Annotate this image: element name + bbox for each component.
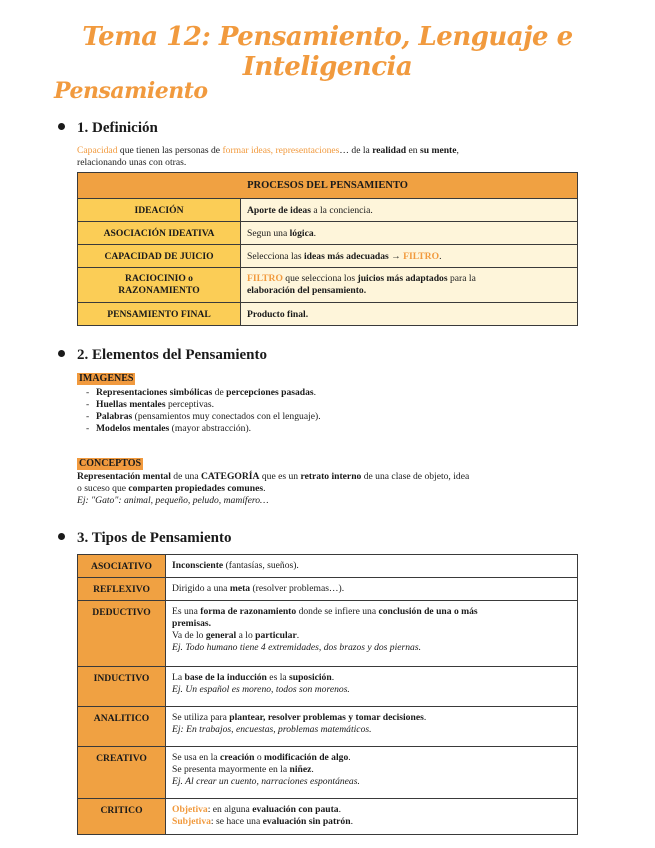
tipo-name: ASOCIATIVO: [78, 555, 166, 578]
table-row-key: CAPACIDAD DE JUICIO: [78, 245, 241, 268]
list-item: - Representaciones simbólicas de percepciones pasadas.: [86, 387, 317, 398]
page-title: Tema 12: Pensamiento, Lenguaje e Inteligencia: [82, 22, 573, 82]
tipo-name: INDUCTIVO: [78, 667, 166, 707]
imagenes-list: [86, 387, 321, 435]
bullet-icon: [58, 123, 65, 130]
table-row-value: Selecciona las ideas más adecuadas → FILTRO.: [241, 245, 578, 268]
bullet-icon: [58, 533, 65, 540]
tipo-description: Se usa en la creación o modificación de algo. Se presenta mayormente en la niñez. Ej. Al crear un cuento, narraciones espontáneas.: [166, 747, 578, 799]
tipos-table: [77, 554, 578, 835]
tipo-name: CREATIVO: [78, 747, 166, 799]
tipo-name: DEDUCTIVO: [78, 601, 166, 667]
section-title-pensamiento: Pensamiento: [54, 78, 208, 104]
conceptos-text: Representación mental de una CATEGORÍA que es un retrato interno de una clase de objeto, idea o suceso que comparten propiedades comunes. Ej: "Gato": animal, pequeño, peludo, mamífero…: [77, 471, 470, 506]
heading-tipos: 3. Tipos de Pensamiento: [58, 530, 231, 547]
table-row: [78, 555, 578, 578]
table-row-key: ASOCIACIÓN IDEATIVA: [78, 222, 241, 245]
table-row-key: PENSAMIENTO FINAL: [78, 303, 241, 326]
table-row-value: Segun una lógica.: [241, 222, 578, 245]
imagenes-label: IMAGENES: [79, 373, 134, 384]
table-row-key: RACIOCINIO o RAZONAMIENTO: [78, 268, 241, 303]
table-row: [78, 799, 578, 835]
heading-elementos: 2. Elementos del Pensamiento: [58, 347, 267, 364]
table-row: [78, 601, 578, 667]
list-item: - Palabras (pensamientos muy conectados con el lenguaje).: [86, 411, 321, 422]
tipo-name: CRITICO: [78, 799, 166, 835]
tipo-description: Se utiliza para plantear, resolver problemas y tomar decisiones. Ej: En trabajos, encuestas, problemas matemáticos.: [166, 707, 578, 747]
table-row-value: FILTRO que selecciona los juicios más adaptados para la elaboración del pensamiento.: [241, 268, 578, 303]
definicion-text: Capacidad que tienen las personas de formar ideas, representaciones… de la realidad en su mente, relacionando unas con otras.: [77, 145, 459, 168]
table-row-value: Aporte de ideas a la conciencia.: [241, 199, 578, 222]
procesos-header: PROCESOS DEL PENSAMIENTO: [78, 173, 578, 199]
tipo-description: La base de la inducción es la suposición. Ej. Un español es moreno, todos son morenos.: [166, 667, 578, 707]
table-row: [78, 578, 578, 601]
table-row: [78, 707, 578, 747]
conceptos-label: CONCEPTOS: [79, 458, 142, 469]
bullet-icon: [58, 350, 65, 357]
table-row-value: Producto final.: [241, 303, 578, 326]
tipo-description: Es una forma de razonamiento donde se infiere una conclusión de una o más premisas. Va de lo general a lo particular. Ej. Todo humano tiene 4 extremidades, dos brazos y dos piernas.: [166, 601, 578, 667]
tipo-description: Inconsciente (fantasías, sueños).: [166, 555, 578, 578]
list-item: - Huellas mentales perceptivas.: [86, 399, 215, 410]
tipo-name: REFLEXIVO: [78, 578, 166, 601]
procesos-table: [77, 172, 578, 326]
table-row: [78, 667, 578, 707]
heading-definicion: 1. Definición: [58, 120, 158, 137]
list-item: - Modelos mentales (mayor abstracción).: [86, 423, 252, 434]
tipo-description: Dirigido a una meta (resolver problemas…).: [166, 578, 578, 601]
table-row-key: IDEACIÓN: [78, 199, 241, 222]
tipo-description: Objetiva: en alguna evaluación con pauta. Subjetiva: se hace una evaluación sin patrón.: [166, 799, 578, 835]
table-row: [78, 747, 578, 799]
tipo-name: ANALITICO: [78, 707, 166, 747]
